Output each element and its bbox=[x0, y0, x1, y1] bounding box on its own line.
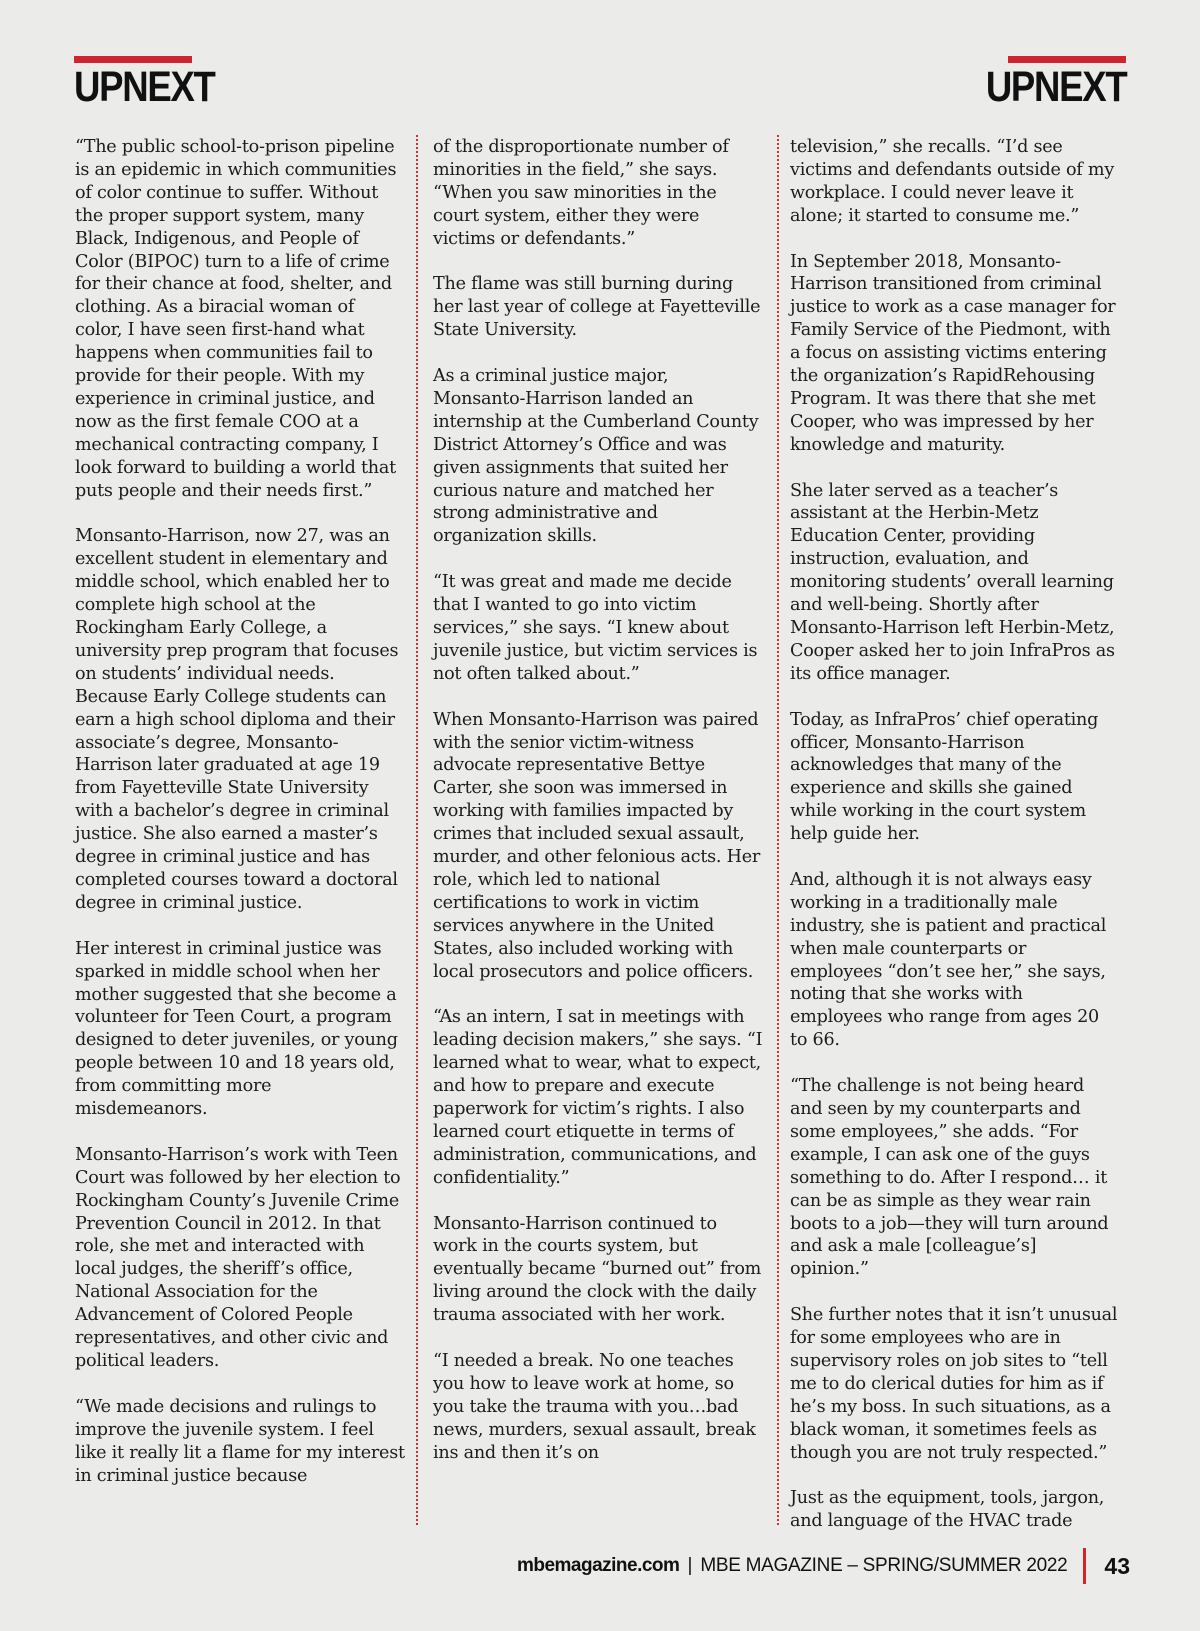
article-column-1 bbox=[75, 136, 405, 1510]
paragraph: And, although it is not always easy working in a traditionally male industry, she is patient and practical when male counterparts or employees “don’t see her,” she says, noting that she works with employees who range from ages 20 to 66. bbox=[790, 869, 1107, 1051]
paragraph: Monsanto-Harrison, now 27, was an excellent student in elementary and middle school, which enabled her to complete high school at the Rockingham Early College, a university prep program that focuses on students’ individual needs. Because Early College students can earn a high school diploma and their associate’s degree, Monsanto-Harrison later graduated at age 19 from Fayetteville State University with a bachelor’s degree in criminal justice. She also earned a master’s degree in criminal justice and has completed courses toward a doctoral degree in criminal justice. bbox=[75, 526, 399, 913]
paragraph: “We made decisions and rulings to improve the juvenile system. I feel like it really lit a flame for my interest in criminal justice because bbox=[75, 1396, 405, 1486]
column-divider bbox=[416, 135, 418, 1525]
section-label: UPNEXT bbox=[985, 63, 1126, 111]
page-footer bbox=[517, 1548, 1130, 1584]
paragraph: “As an intern, I sat in meetings with leading decision makers,” she says. “I learned what to wear, what to expect, and how to prepare and execute paperwork for victim’s rights. I also learned court etiquette in terms of administration, communications, and confidentiality.” bbox=[433, 1007, 763, 1188]
footer-separator: | bbox=[687, 1555, 693, 1576]
paragraph: Her interest in criminal justice was sparked in middle school when her mother suggested that she become a volunteer for Teen Court, a program designed to deter juveniles, or young people between 10 and 18 years old, from committing more misdemeanors. bbox=[75, 938, 398, 1120]
paragraph: “The challenge is not being heard and seen by my counterparts and some employees,” she adds. “For example, I can ask one of the guys something to do. After I respond… it can be as simple as they wear rain boots to a job—they will turn around and ask a male [colleague’s] opinion.” bbox=[790, 1076, 1109, 1280]
section-header-left bbox=[74, 56, 239, 110]
footer-magazine-issue: MBE MAGAZINE – SPRING/SUMMER 2022 bbox=[700, 1555, 1068, 1576]
paragraph: “It was great and made me decide that I wanted to go into victim services,” she says. “I knew about juvenile justice, but victim services is not often talked about.” bbox=[433, 572, 758, 684]
paragraph: She further notes that it isn’t unusual for some employees who are in supervisory roles on job sites to “tell me to do clerical duties for him as if he’s my boss. In such situations, as a black woman, it sometimes feels as though you are not truly respected.” bbox=[790, 1305, 1118, 1463]
accent-bar bbox=[1008, 56, 1126, 63]
paragraph: As a criminal justice major, Monsanto-Harrison landed an internship at the Cumberland County District Attorney’s Office and was given assignments that suited her curious nature and matched her strong administrative and organization skills. bbox=[433, 366, 759, 547]
article-column-2 bbox=[433, 136, 763, 1487]
paragraph: of the disproportionate number of minorities in the field,” she says. “When you saw minorities in the court system, either they were victims or defendants.” bbox=[433, 137, 729, 249]
paragraph: television,” she recalls. “I’d see victims and defendants outside of my workplace. I could never leave it alone; it started to consume me.” bbox=[790, 137, 1115, 226]
paragraph: When Monsanto-Harrison was paired with the senior victim-witness advocate representative Bettye Carter, she soon was immersed in working with families impacted by crimes that included sexual assault, murder, and other felonious acts. Her role, which led to national certifications to work in victim services anywhere in the United States, also included working with local prosecutors and police officers. bbox=[433, 709, 761, 982]
paragraph: In September 2018, Monsanto-Harrison transitioned from criminal justice to work as a case manager for Family Service of the Piedmont, with a focus on assisting victims entering the organization’s RapidRehousing Program. It was there that she met Cooper, who was impressed by her knowledge and maturity. bbox=[790, 251, 1116, 455]
column-divider bbox=[777, 135, 779, 1525]
footer-accent-bar bbox=[1083, 1548, 1086, 1584]
paragraph: The flame was still burning during her last year of college at Fayetteville State University. bbox=[433, 274, 761, 341]
paragraph: Monsanto-Harrison’s work with Teen Court was followed by her election to Rockingham County’s Juvenile Crime Prevention Council in 2012. In that role, she met and interacted with local judges, the sheriff’s office, National Association for the Advancement of Colored People representatives, and other civic and political leaders. bbox=[75, 1144, 401, 1371]
paragraph: Today, as InfraPros’ chief operating officer, Monsanto-Harrison acknowledges that many of the experience and skills she gained while working in the court system help guide her. bbox=[790, 709, 1099, 845]
footer-site-link[interactable]: mbemagazine.com bbox=[516, 1555, 680, 1576]
article-column-3 bbox=[790, 136, 1120, 1556]
paragraph: Just as the equipment, tools, jargon, and language of the HVAC trade bbox=[790, 1488, 1105, 1532]
paragraph: Monsanto-Harrison continued to work in the courts system, but eventually became “burned out” from living around the clock with the daily trauma associated with her work. bbox=[433, 1213, 762, 1326]
paragraph: “I needed a break. No one teaches you how to leave work at home, so you take the trauma with you…bad news, murders, sexual assault, break ins and then it’s on bbox=[433, 1350, 756, 1463]
section-label: UPNEXT bbox=[74, 63, 215, 111]
accent-bar bbox=[74, 56, 192, 63]
paragraph: She later served as a teacher’s assistant at the Herbin-Metz Education Center, providing instruction, evaluation, and monitoring students’ overall learning and well-being. Shortly after Monsanto-Harrison left Herbin-Metz, Cooper asked her to join InfraPros as its office manager. bbox=[790, 480, 1115, 684]
section-header-right bbox=[961, 56, 1126, 110]
paragraph: “The public school-to-prison pipeline is an epidemic in which communities of color continue to suffer. Without the proper support system, many Black, Indigenous, and People of Color (BIPOC) turn to a life of crime for their chance at food, shelter, and clothing. As a biracial woman of color, I have seen first-hand what happens when communities fail to provide for their people. With my experience in criminal justice, and now as the first female COO at a mechanical contracting company, I look forward to building a world that puts people and their needs first.” bbox=[75, 137, 397, 501]
page-number: 43 bbox=[1104, 1552, 1130, 1579]
